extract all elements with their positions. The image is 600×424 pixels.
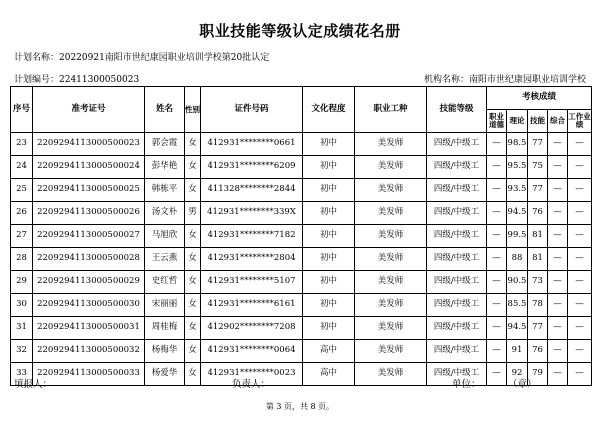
cell-skill: 81 [528,225,548,248]
cell-seq: 26 [11,202,33,225]
header-exam-no: 准考证号 [33,87,145,133]
cell-overall: — [548,179,568,202]
cell-exam-no: 2209294113000500029 [33,271,145,294]
header-name: 姓名 [145,87,185,133]
cell-overall: — [548,317,568,340]
cell-performance: — [568,225,592,248]
cell-overall: — [548,363,568,386]
cell-name: 郭会霞 [145,133,185,156]
cell-performance: — [568,133,592,156]
header-overall: 综合 [548,110,568,133]
cell-job: 美发师 [355,248,427,271]
cell-name: 周桂梅 [145,317,185,340]
cell-ethics: — [487,317,507,340]
page-title: 职业技能等级认定成绩花名册 [199,22,401,40]
cell-gender: 男 [185,202,201,225]
cell-theory: 90.5 [507,271,528,294]
cell-id-no: 412931********0064 [201,340,303,363]
cell-ethics: — [487,202,507,225]
cell-overall: — [548,340,568,363]
cell-job: 美发师 [355,179,427,202]
cell-edu: 初中 [303,317,355,340]
cell-id-no: 412931********5107 [201,271,303,294]
cell-name: 汤文朴 [145,202,185,225]
cell-id-no: 412902********7208 [201,317,303,340]
cell-theory: 94.5 [507,202,528,225]
cell-skill: 81 [528,248,548,271]
cell-name: 王云燕 [145,248,185,271]
cell-gender: 女 [185,271,201,294]
cell-job: 美发师 [355,271,427,294]
cell-id-no: 412931********7182 [201,225,303,248]
cell-skill: 79 [528,363,548,386]
table-row [11,225,592,248]
cell-id-no: 411328********2844 [201,179,303,202]
table-row [11,248,592,271]
cell-exam-no: 2209294113000500024 [33,156,145,179]
cell-ethics: — [487,340,507,363]
cell-skill: 78 [528,294,548,317]
cell-exam-no: 2209294113000500028 [33,248,145,271]
cell-ethics: — [487,179,507,202]
table-row [11,271,592,294]
cell-overall: — [548,225,568,248]
organization-name: 机构名称：南阳市世纪康园职业培训学校 [423,75,586,85]
cell-theory: 98.5 [507,133,528,156]
header-row [11,87,592,110]
cell-theory: 94.5 [507,317,528,340]
cell-gender: 女 [185,248,201,271]
table-row [11,133,592,156]
cell-job: 美发师 [355,225,427,248]
cell-level: 四级/中级工 [427,317,487,340]
cell-overall: — [548,202,568,225]
cell-level: 四级/中级工 [427,156,487,179]
cell-job: 美发师 [355,340,427,363]
plan-number: 计划编号：22411300050023 [14,75,140,85]
cell-seq: 31 [11,317,33,340]
header-scores: 考核成绩 [487,87,592,110]
cell-skill: 73 [528,271,548,294]
cell-id-no: 412931********0023 [201,363,303,386]
cell-gender: 女 [185,317,201,340]
cell-edu: 高中 [303,340,355,363]
header-seq: 序号 [11,87,33,133]
cell-edu: 高中 [303,363,355,386]
cell-skill: 77 [528,317,548,340]
cell-level: 四级/中级工 [427,248,487,271]
cell-level: 四级/中级工 [427,294,487,317]
cell-ethics: — [487,248,507,271]
cell-seq: 25 [11,179,33,202]
cell-job: 美发师 [355,317,427,340]
header-id-no: 证件号码 [201,87,303,133]
table-row [11,179,592,202]
cell-level: 四级/中级工 [427,179,487,202]
cell-job: 美发师 [355,202,427,225]
cell-id-no: 412931********6209 [201,156,303,179]
cell-name: 宋丽丽 [145,294,185,317]
cell-gender: 女 [185,294,201,317]
table-row [11,156,592,179]
cell-overall: — [548,156,568,179]
cell-performance: — [568,340,592,363]
table-row [11,202,592,225]
cell-ethics: — [487,225,507,248]
cell-gender: 女 [185,363,201,386]
header-skill: 技能 [528,110,548,133]
cell-level: 四级/中级工 [427,133,487,156]
cell-theory: 95.5 [507,156,528,179]
header-gender: 性别 [185,87,201,133]
cell-id-no: 412931********339X [201,202,303,225]
cell-exam-no: 2209294113000500030 [33,294,145,317]
cell-overall: — [548,248,568,271]
cell-name: 杨梅华 [145,340,185,363]
cell-edu: 初中 [303,225,355,248]
header-education: 文化程度 [303,87,355,133]
cell-seq: 30 [11,294,33,317]
cell-gender: 女 [185,156,201,179]
cell-id-no: 412931********6161 [201,294,303,317]
cell-job: 美发师 [355,294,427,317]
cell-performance: — [568,179,592,202]
cell-performance: — [568,156,592,179]
header-job: 职业工种 [355,87,427,133]
table-row [11,317,592,340]
header-level: 技能等级 [427,87,487,133]
cell-name: 史红哲 [145,271,185,294]
cell-ethics: — [487,294,507,317]
cell-seq: 27 [11,225,33,248]
cell-name: 杨爱华 [145,363,185,386]
responsible-label: 负责人： [232,379,271,390]
cell-performance: — [568,363,592,386]
header-theory: 理论 [507,110,528,133]
filler-label: 填报人： [14,379,53,390]
cell-ethics: — [487,133,507,156]
score-table [10,86,592,386]
cell-theory: 85.5 [507,294,528,317]
cell-level: 四级/中级工 [427,363,487,386]
cell-id-no: 412931********0661 [201,133,303,156]
plan-name: 计划名称：20220921南阳市世纪康园职业培训学校第20批认定 [14,53,270,63]
cell-name: 彭华艳 [145,156,185,179]
cell-exam-no: 2209294113000500027 [33,225,145,248]
cell-performance: — [568,248,592,271]
unit-label: 单位： [452,379,481,390]
cell-theory: 93.5 [507,179,528,202]
cell-level: 四级/中级工 [427,225,487,248]
cell-id-no: 412931********2804 [201,248,303,271]
cell-skill: 75 [528,156,548,179]
cell-overall: — [548,133,568,156]
cell-job: 美发师 [355,133,427,156]
cell-theory: 99.5 [507,225,528,248]
cell-performance: — [568,317,592,340]
cell-performance: — [568,294,592,317]
cell-seq: 33 [11,363,33,386]
cell-level: 四级/中级工 [427,271,487,294]
cell-edu: 初中 [303,179,355,202]
cell-performance: — [568,202,592,225]
seal-label: （章） [508,379,537,390]
cell-seq: 32 [11,340,33,363]
cell-performance: — [568,271,592,294]
cell-skill: 76 [528,340,548,363]
cell-edu: 初中 [303,133,355,156]
cell-seq: 23 [11,133,33,156]
cell-edu: 初中 [303,248,355,271]
cell-exam-no: 2209294113000500025 [33,179,145,202]
cell-exam-no: 2209294113000500032 [33,340,145,363]
cell-edu: 初中 [303,156,355,179]
table-row [11,363,592,386]
cell-level: 四级/中级工 [427,202,487,225]
table-row [11,294,592,317]
cell-exam-no: 2209294113000500026 [33,202,145,225]
cell-level: 四级/中级工 [427,340,487,363]
cell-gender: 女 [185,179,201,202]
cell-skill: 77 [528,133,548,156]
cell-theory: 92 [507,363,528,386]
table-row [11,340,592,363]
cell-exam-no: 2209294113000500033 [33,363,145,386]
cell-gender: 女 [185,225,201,248]
cell-ethics: — [487,271,507,294]
cell-skill: 76 [528,202,548,225]
cell-ethics: — [487,156,507,179]
cell-exam-no: 2209294113000500023 [33,133,145,156]
cell-ethics: — [487,363,507,386]
cell-overall: — [548,294,568,317]
cell-name: 韩栋平 [145,179,185,202]
cell-exam-no: 2209294113000500031 [33,317,145,340]
cell-seq: 28 [11,248,33,271]
cell-seq: 24 [11,156,33,179]
cell-job: 美发师 [355,156,427,179]
header-performance: 工作业绩 [568,110,592,133]
cell-theory: 91 [507,340,528,363]
cell-name: 马旭欣 [145,225,185,248]
page-indicator: 第 3 页，共 8 页。 [265,402,335,411]
cell-gender: 女 [185,340,201,363]
cell-edu: 初中 [303,294,355,317]
cell-skill: 77 [528,179,548,202]
header-ethics: 职业道德 [487,110,507,133]
cell-theory: 88 [507,248,528,271]
cell-gender: 女 [185,133,201,156]
cell-job: 美发师 [355,363,427,386]
cell-edu: 初中 [303,202,355,225]
cell-edu: 初中 [303,271,355,294]
cell-seq: 29 [11,271,33,294]
cell-overall: — [548,271,568,294]
